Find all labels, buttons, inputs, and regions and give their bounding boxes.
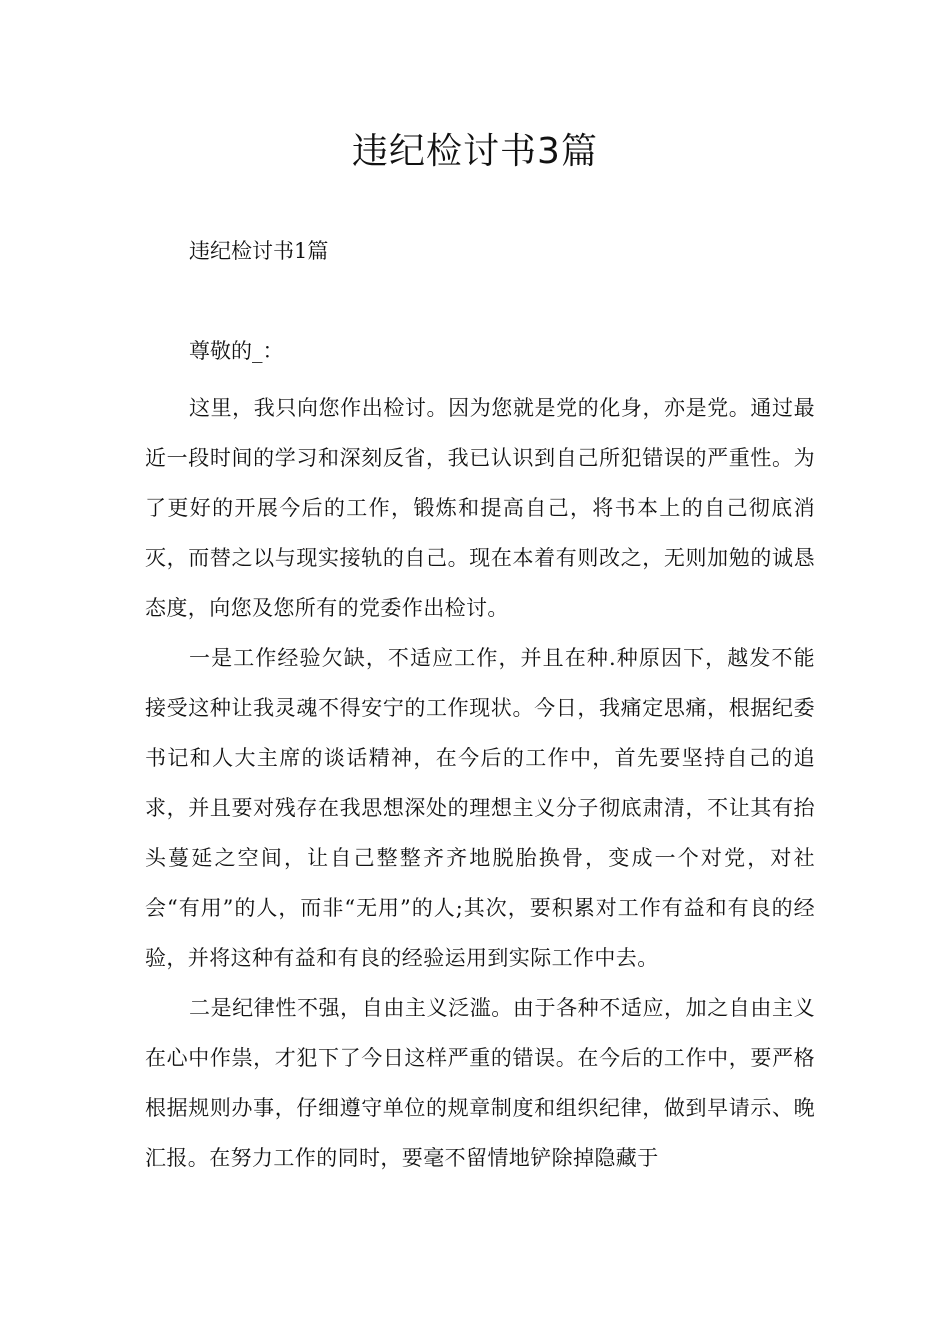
paragraph-1: 这里，我只向您作出检讨。因为您就是党的化身，亦是党。通过最近一段时间的学习和深刻反省，我已认识到自己所犯错误的严重性。为了更好的开展今后的工作，锻炼和提高自己，将书本上的自己彻底消灭，而替之以与现实接轨的自己。现在本着有则改之，无则加勉的诚恳态度，向您及您所有的党委作出检讨。 bbox=[145, 396, 815, 620]
salutation: 尊敬的_： bbox=[189, 339, 284, 363]
document-title: 违纪检讨书3篇 bbox=[352, 131, 598, 172]
paragraph-2: 一是工作经验欠缺，不适应工作，并且在种.种原因下，越发不能接受这种让我灵魂不得安宁的工作现状。今日，我痛定思痛，根据纪委书记和人大主席的谈话精神，在今后的工作中，首先要坚持自己的追求，并且要对残存在我思想深处的理想主义分子彻底肃清，不让其有抬头蔓延之空间，让自己整整齐齐地脱胎换骨，变成一个对党，对社会“有用”的人，而非“无用”的人;其次，要积累对工作有益和有良的经验，并将这种有益和有良的经验运用到实际工作中去。 bbox=[145, 646, 815, 970]
body-text bbox=[145, 383, 815, 1183]
section-heading: 违纪检讨书1篇 bbox=[189, 239, 329, 263]
paragraph-3: 二是纪律性不强，自由主义泛滥。由于各种不适应，加之自由主义在心中作祟，才犯下了今日这样严重的错误。在今后的工作中，要严格根据规则办事，仔细遵守单位的规章制度和组织纪律，做到早请示、晚汇报。在努力工作的同时，要毫不留情地铲除掉隐藏于 bbox=[145, 996, 815, 1170]
